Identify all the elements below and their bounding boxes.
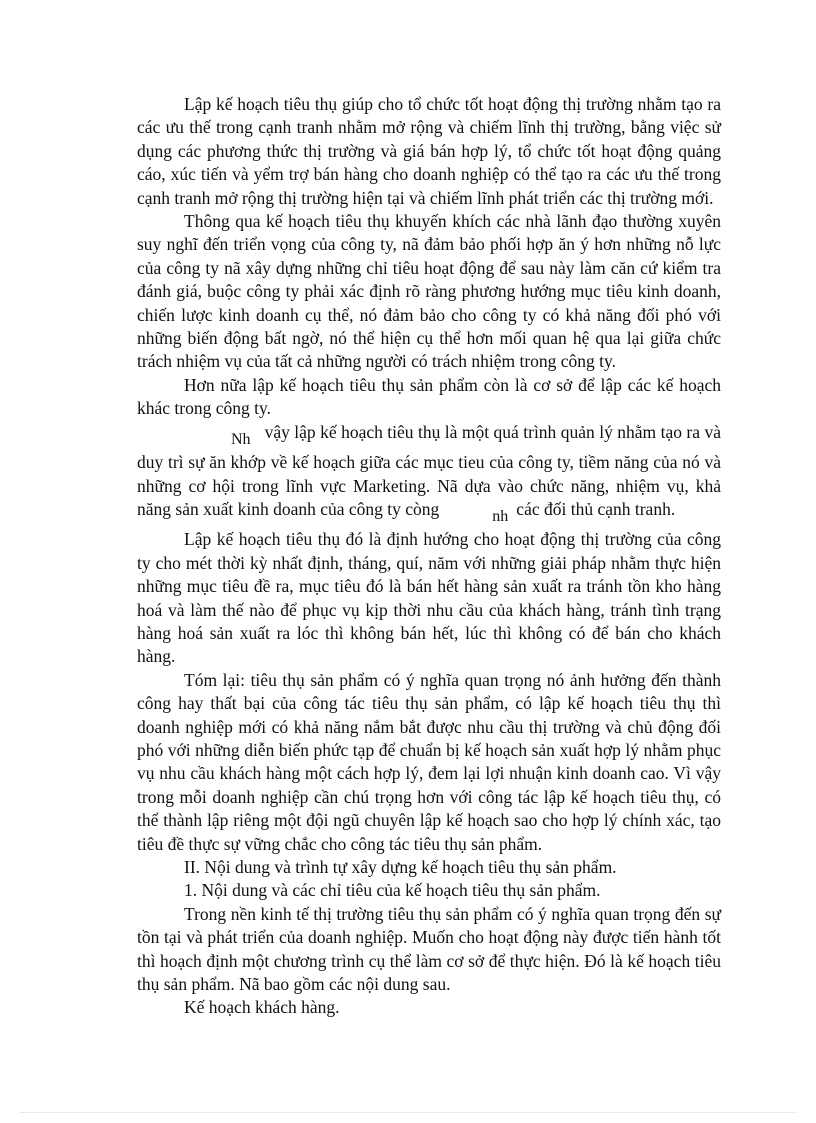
paragraph-1: Lập kế hoạch tiêu thụ giúp cho tổ chức tốt hoạt động thị trường nhằm tạo ra các ưu thế trong cạnh tranh nhằm mở rộng và chiếm lĩnh thị trường, bằng việc sử dụng các phương thức thị trường và giá bán hợp lý, tổ chức tốt hoạt động quảng cáo, xúc tiến và yểm trợ bán hàng cho doanh nghiệp có thể tạo ra các ưu thế trong cạnh tranh mở rộng thị trường hiện tại và chiếm lĩnh phát triển các thị trường mới. [137, 94, 721, 208]
page-bottom-divider [20, 1112, 796, 1113]
paragraph-4-part-2: các đối thủ cạnh tranh. [516, 498, 676, 519]
mid-fragment-text: nh [492, 507, 509, 525]
section-heading-ii: II. Nội dung và trình tự xây dựng kế hoạch tiêu thụ sản phẩm. [184, 857, 617, 877]
paragraph-8: Kế hoạch khách hàng. [184, 997, 340, 1018]
paragraph-7: Trong nền kinh tế thị trường tiêu thụ sản phẩm có ý nghĩa quan trọng đến sự tồn tại và phát triển của doanh nghiệp. Muốn cho hoạt động này được tiến hành tốt thì hoạch định một chương trình cụ thể làm cơ sở để thực hiện. Đó là kế hoạch tiêu thụ sản phẩm. Nã bao gồm các nội dung sau. [137, 903, 721, 995]
lead-fragment-text: Nh [231, 430, 251, 448]
subsection-heading-1: 1. Nội dung và các chỉ tiêu của kế hoạch tiêu thụ sản phẩm. [184, 880, 601, 901]
paragraph-4-part-1: vậy lập kế hoạch tiêu thụ là một quá trình quản lý nhằm tạo ra và duy trì sự ăn khớp về kế hoạch giữa các mục tieu của công ty, tiềm năng của nó và những cơ hội trong lĩnh vực Marketing. Nã dựa vào chức năng, nhiệm vụ, khả năng sản xuất kinh doanh của công ty còng [137, 421, 721, 519]
paragraph-3: Hơn nữa lập kế hoạch tiêu thụ sản phẩm còn là cơ sở để lập các kế hoạch khác trong công ty. [137, 374, 721, 419]
paragraph-6: Tóm lại: tiêu thụ sản phẩm có ý nghĩa quan trọng nó ảnh hưởng đến thành công hay thất bại của công tác tiêu thụ sản phẩm, có lập kế hoạch tiêu thụ thì doanh nghiệp mới có khả năng nắm bắt được nhu cầu thị trường và chủ động đối phó với những diễn biến phức tạp để chuẩn bị kế hoạch sản xuất hợp lý nhằm phục vụ nhu cầu khách hàng một cách hợp lý, đem lại lợi nhuận kinh doanh cao. Vì vậy trong mỗi doanh nghiệp cần chú trọng hơn với công tác lập kế hoạch tiêu thụ, có thể thành lập riêng một đội ngũ chuyên lập kế hoạch sao cho hợp lý chính xác, tạo tiêu đề thực sự vững chắc cho công tác tiêu thụ sản phẩm. [137, 669, 721, 854]
paragraph-4 [137, 421, 721, 529]
paragraph-2: Thông qua kế hoạch tiêu thụ khuyến khích các nhà lãnh đạo thường xuyên suy nghĩ đến triển vọng của công ty, nã đảm bảo phối hợp ăn ý hơn những nỗ lực của công ty nã xây dựng những chỉ tiêu hoạt động để sau này làm căn cứ kiểm tra đánh giá, buộc công ty phải xác định rõ ràng phương hướng mục tiêu kinh doanh, chiến lược kinh doanh cụ thể, nó đảm bảo cho công ty có khả năng đối phó với những biến động bất ngờ, nó thể hiện cụ thể hơn mối quan hệ qua lại giữa chức trách nhiệm vụ của tất cả những người có trách nhiệm trong công ty. [137, 211, 721, 372]
paragraph-5: Lập kế hoạch tiêu thụ đó là định hướng cho hoạt động thị trường của công ty cho mét thời kỳ nhất định, tháng, quí, năm với những giải pháp nhằm thực hiện những mục tiêu đề ra, mục tiêu đó là bán hết hàng sản xuất ra tránh tồn kho hàng hoá và làm thế nào để phục vụ kịp thời nhu cầu của khách hàng, tránh tình trạng hàng hoá sản xuất ra lóc thì không bán hết, lúc thì không có để bán cho khách hàng. [137, 529, 721, 667]
document-body [137, 93, 721, 1020]
